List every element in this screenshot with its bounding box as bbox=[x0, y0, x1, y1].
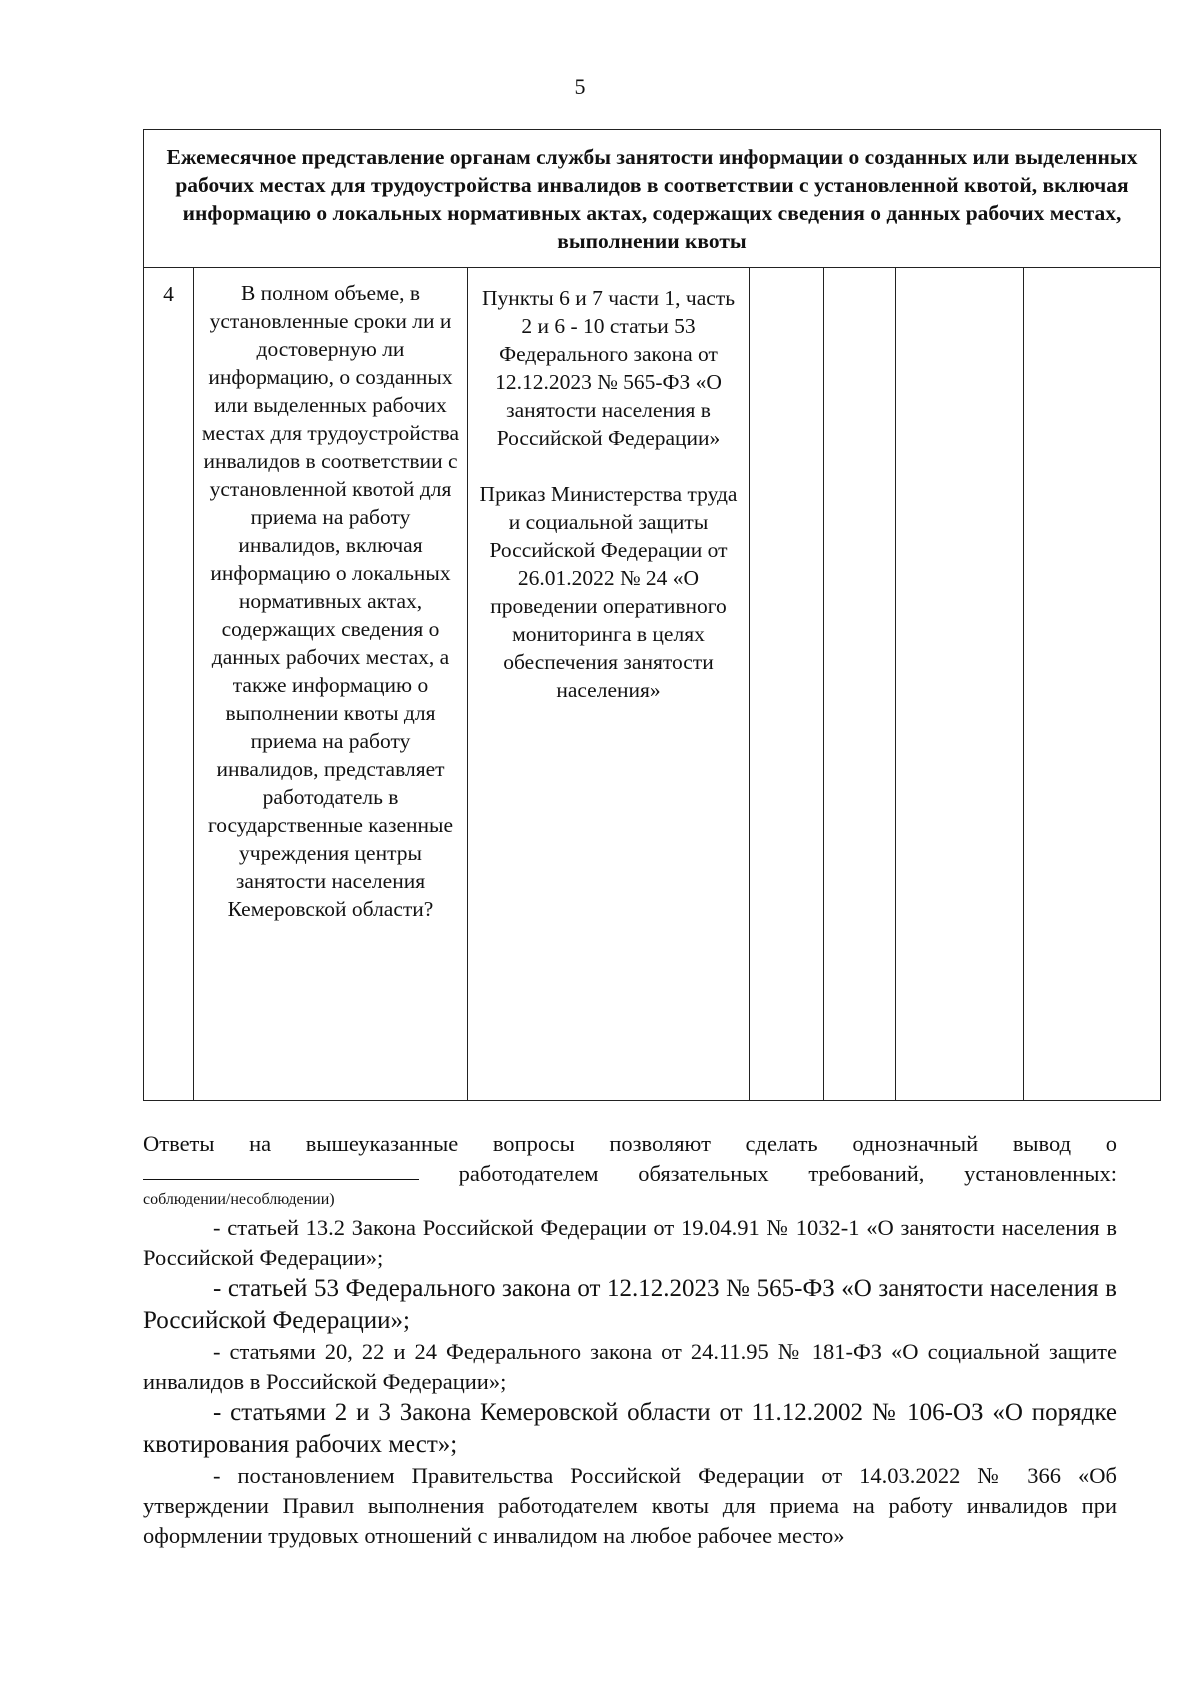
conclusion-word: обязательных bbox=[638, 1161, 769, 1186]
conclusion-word: позволяют bbox=[609, 1131, 711, 1156]
requirement-item: - статьей 13.2 Закона Российской Федерации от 19.04.91 № 1032-1 «О занятости населения в Российской Федерации»; bbox=[143, 1215, 1117, 1270]
answer-cell-na bbox=[896, 268, 1024, 1100]
row-number: 4 bbox=[144, 268, 194, 1100]
conclusion-word: на bbox=[249, 1131, 272, 1156]
answer-blank-field[interactable] bbox=[143, 1159, 419, 1180]
conclusion-word: вышеуказанные bbox=[305, 1131, 459, 1156]
requirement-item: - постановлением Правительства Российской Федерации от 14.03.2022 № 366 «Об утверждении Правил выполнения работодателем квоты для приема на работу инвалидов при оформлении трудовых отношений с инвалидом на любое рабочее место» bbox=[143, 1463, 1117, 1548]
conclusion-line-1 bbox=[143, 1129, 1117, 1159]
table-row bbox=[144, 268, 1160, 1100]
conclusion-word: о bbox=[1105, 1131, 1117, 1156]
question-cell: В полном объеме, в установленные сроки ли и достоверную ли информацию, о созданных или выделенных рабочих местах для трудоустройства инвалидов в соответствии с установленной квотой для приема на работу инвалидов, включая информацию о локальных нормативных актах, содержащих сведения о данных рабочих местах, а также информацию о выполнении квоты для приема на работу инвалидов, представляет работодатель в государственные казенные учреждения центры занятости населения Кемеровской области? bbox=[194, 268, 468, 1100]
blank-hint: соблюдении/несоблюдении) bbox=[143, 1191, 335, 1208]
answer-cell-no bbox=[824, 268, 896, 1100]
table-section-header: Ежемесячное представление органам службы занятости информации о созданных или выделенных рабочих местах для трудоустройства инвалидов в соответствии с установленной квотой, включая информацию о локальных нормативных актах, содержащих сведения о данных рабочих местах, выполнении квоты bbox=[144, 130, 1160, 268]
conclusion-word: вопросы bbox=[492, 1131, 575, 1156]
conclusion-line-2 bbox=[143, 1159, 1117, 1189]
answer-cell-yes bbox=[750, 268, 824, 1100]
requirement-item: - статьями 20, 22 и 24 Федерального закона от 24.11.95 № 181-ФЗ «О социальной защите инвалидов в Российской Федерации»; bbox=[143, 1339, 1117, 1394]
legal-basis-order: Приказ Министерства труда и социальной защиты Российской Федерации от 26.01.2022 № 24 «О проведении оперативного мониторинга в целях обеспечения занятости населения» bbox=[479, 482, 738, 702]
checklist-table bbox=[143, 129, 1161, 1101]
conclusion-word: сделать bbox=[745, 1131, 818, 1156]
conclusion-word: требований, bbox=[808, 1161, 925, 1186]
requirement-item: - статьей 53 Федерального закона от 12.12.2023 № 565-ФЗ «О занятости населения в Российской Федерации»; bbox=[143, 1275, 1117, 1334]
conclusion-intro bbox=[143, 1129, 1117, 1189]
requirement-item: - статьями 2 и 3 Закона Кемеровской области от 11.12.2002 № 106-ОЗ «О порядке квотирования рабочих мест»; bbox=[143, 1399, 1117, 1458]
notes-cell bbox=[1024, 268, 1160, 1100]
legal-basis-cell bbox=[468, 268, 750, 1100]
requirements-list bbox=[143, 1213, 1117, 1551]
conclusion-word: работодателем bbox=[458, 1161, 599, 1186]
conclusion-word: Ответы bbox=[143, 1131, 215, 1156]
conclusion-word: однозначный bbox=[852, 1131, 979, 1156]
page-number: 5 bbox=[574, 74, 586, 99]
conclusion-word: установленных: bbox=[964, 1161, 1117, 1186]
conclusion-word: вывод bbox=[1012, 1131, 1072, 1156]
legal-basis-law: Пункты 6 и 7 части 1, часть 2 и 6 - 10 статьи 53 Федерального закона от 12.12.2023 № 565-ФЗ «О занятости населения в Российской Федерации» bbox=[481, 286, 736, 450]
